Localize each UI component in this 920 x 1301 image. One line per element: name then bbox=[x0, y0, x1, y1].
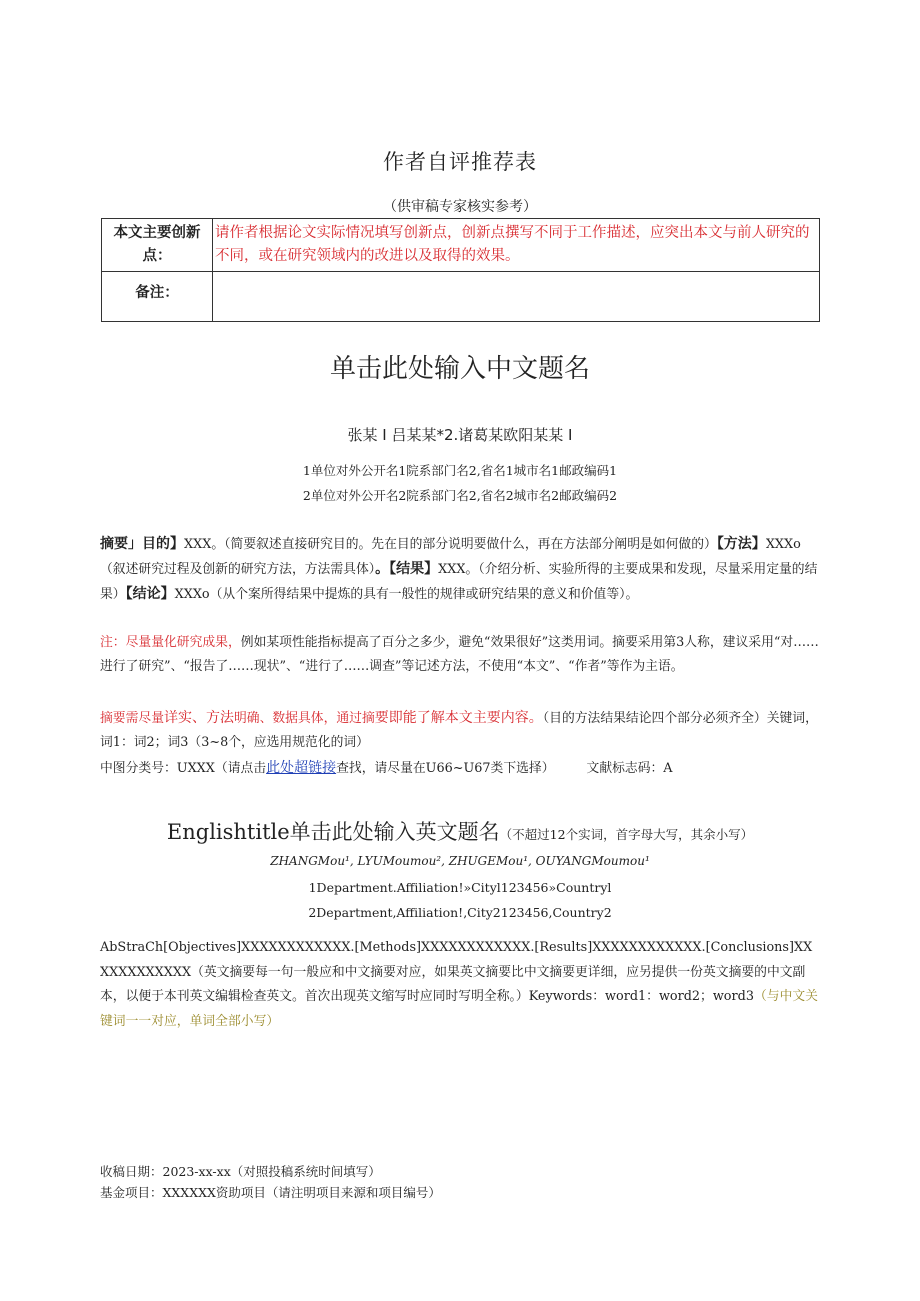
english-title-note: （不超过12个实词，首字母大写，其余小写） bbox=[499, 827, 754, 842]
chinese-authors: 张某 I 吕某某*2.诸葛某欧阳某某 I bbox=[347, 426, 573, 444]
chinese-affiliation-2: 2单位对外公开名2院系部门名2,省名2城市名2邮政编码2 bbox=[302, 488, 618, 503]
document-code: 文献标志码：A bbox=[586, 761, 673, 776]
english-title-main: Englishtitle单击此处输入英文题名 bbox=[166, 820, 500, 844]
form-title: 作者自评推荐表 bbox=[383, 150, 537, 174]
abstract-conclusion: XXXo（从个案所得结果中提炼的具有一般性的规律或研究结果的意义和价值等）。 bbox=[174, 587, 639, 603]
clc-suffix: 查找，请尽量在U66~U67类下选择） bbox=[336, 761, 555, 776]
detail-note-a: 摘要需尽量 bbox=[100, 711, 164, 726]
english-authors: ZHANGMou¹, LYUMoumou², ZHUGEMou¹, OUYANGMoumou¹ bbox=[270, 854, 650, 868]
english-abstract-note: （与中文关键词一一对应，单词全部小写） bbox=[100, 989, 818, 1029]
detail-note-b: 详实、方法 bbox=[163, 710, 234, 726]
clc-prefix: 中图分类号：UXXX（请点击 bbox=[100, 761, 267, 776]
detail-note-d: 要即能了解本文主要内容。 bbox=[374, 710, 543, 726]
innovation-row bbox=[102, 219, 820, 272]
remarks-label: 备注： bbox=[102, 272, 213, 322]
detail-note bbox=[100, 706, 820, 755]
remarks-row bbox=[102, 272, 820, 322]
quantify-note bbox=[100, 631, 820, 679]
detail-note-c: 明确、数据具体，通过摘 bbox=[233, 711, 375, 726]
received-date: 收稿日期：2023-xx-xx（对照投稿系统时间填写） bbox=[100, 1164, 381, 1179]
classification-line bbox=[100, 756, 820, 781]
quantify-note-text: 例如某项性能指标提高了百分之多少，避免“效果很好”这类用词。摘要采用第3人称，建议采用“对……进行了研究”、“报告了……现状”、“进行了……调查”等记述方法，不使用“本文”、“作者”等作为主语。 bbox=[100, 635, 819, 675]
english-affiliation-2: 2Department,Affiliation!,City2123456,Country2 bbox=[308, 905, 612, 920]
english-title[interactable] bbox=[0, 816, 920, 846]
fund-project: 基金项目：XXXXXX资助项目（请注明项目来源和项目编号） bbox=[100, 1185, 441, 1200]
chinese-title[interactable]: 单击此处输入中文题名 bbox=[329, 354, 590, 384]
innovation-field[interactable]: 请作者根据论文实际情况填写创新点，创新点撰写不同于工作描述，应突出本文与前人研究的不同，或在研究领域内的改进以及取得的效果。 bbox=[213, 219, 820, 272]
abstract-conclusion-label: 【结论】 bbox=[125, 586, 175, 603]
english-abstract-text: AbStraCh[Objectives]XXXXXXXXXXXX.[Methods]XXXXXXXXXXXX.[Results]XXXXXXXXXXXX.[Conclusions]XXXXXXXXXXXX（英文摘要每一句一般应和中文摘要对应，如果英文摘要比中文摘要更详细，应另提供一份英文摘要的中文副本，以便于本刊英文编辑检查英文。首次出现英文缩写时应同时写明全称。）Keywords：word1：word2；word3 bbox=[100, 940, 813, 1004]
innovation-label: 本文主要创新点： bbox=[102, 219, 213, 272]
clc-hyperlink[interactable]: 此处超链接 bbox=[266, 760, 337, 776]
abstract-method-label: 【方法】 bbox=[716, 536, 766, 552]
abstract-method: XXXo（叙述研究过程及创新的研究方法，方法需具体） bbox=[100, 537, 801, 578]
chinese-abstract bbox=[100, 532, 820, 608]
abstract-result: XXX。（介绍分析、实验所得的主要成果和发现，尽量采用定量的结果） bbox=[100, 562, 818, 603]
quantify-note-highlight: 注：尽量量化研究成果， bbox=[100, 635, 241, 650]
review-table bbox=[101, 218, 820, 322]
detail-note-keywords: （目的方法结果结论四个部分必须齐全）关键词，词1：词2；词3（3~8个，应选用规范化的词） bbox=[100, 711, 818, 751]
remarks-field[interactable] bbox=[213, 272, 820, 322]
abstract-objective: XXX。（简要叙述直接研究目的。先在目的部分说明要做什么，再在方法部分阐明是如何做的） bbox=[184, 537, 717, 552]
english-abstract bbox=[100, 936, 820, 1034]
form-subtitle: （供审稿专家核实参考） bbox=[383, 199, 537, 215]
abstract-objective-label: 摘要」目的】 bbox=[100, 536, 184, 552]
abstract-result-label: 。【结果】 bbox=[375, 561, 439, 578]
english-affiliation-1: 1Department.Affiliation!»Cityl123456»Countryl bbox=[308, 880, 612, 895]
chinese-affiliation-1: 1单位对外公开名1院系部门名2,省名1城市名1邮政编码1 bbox=[302, 463, 618, 478]
